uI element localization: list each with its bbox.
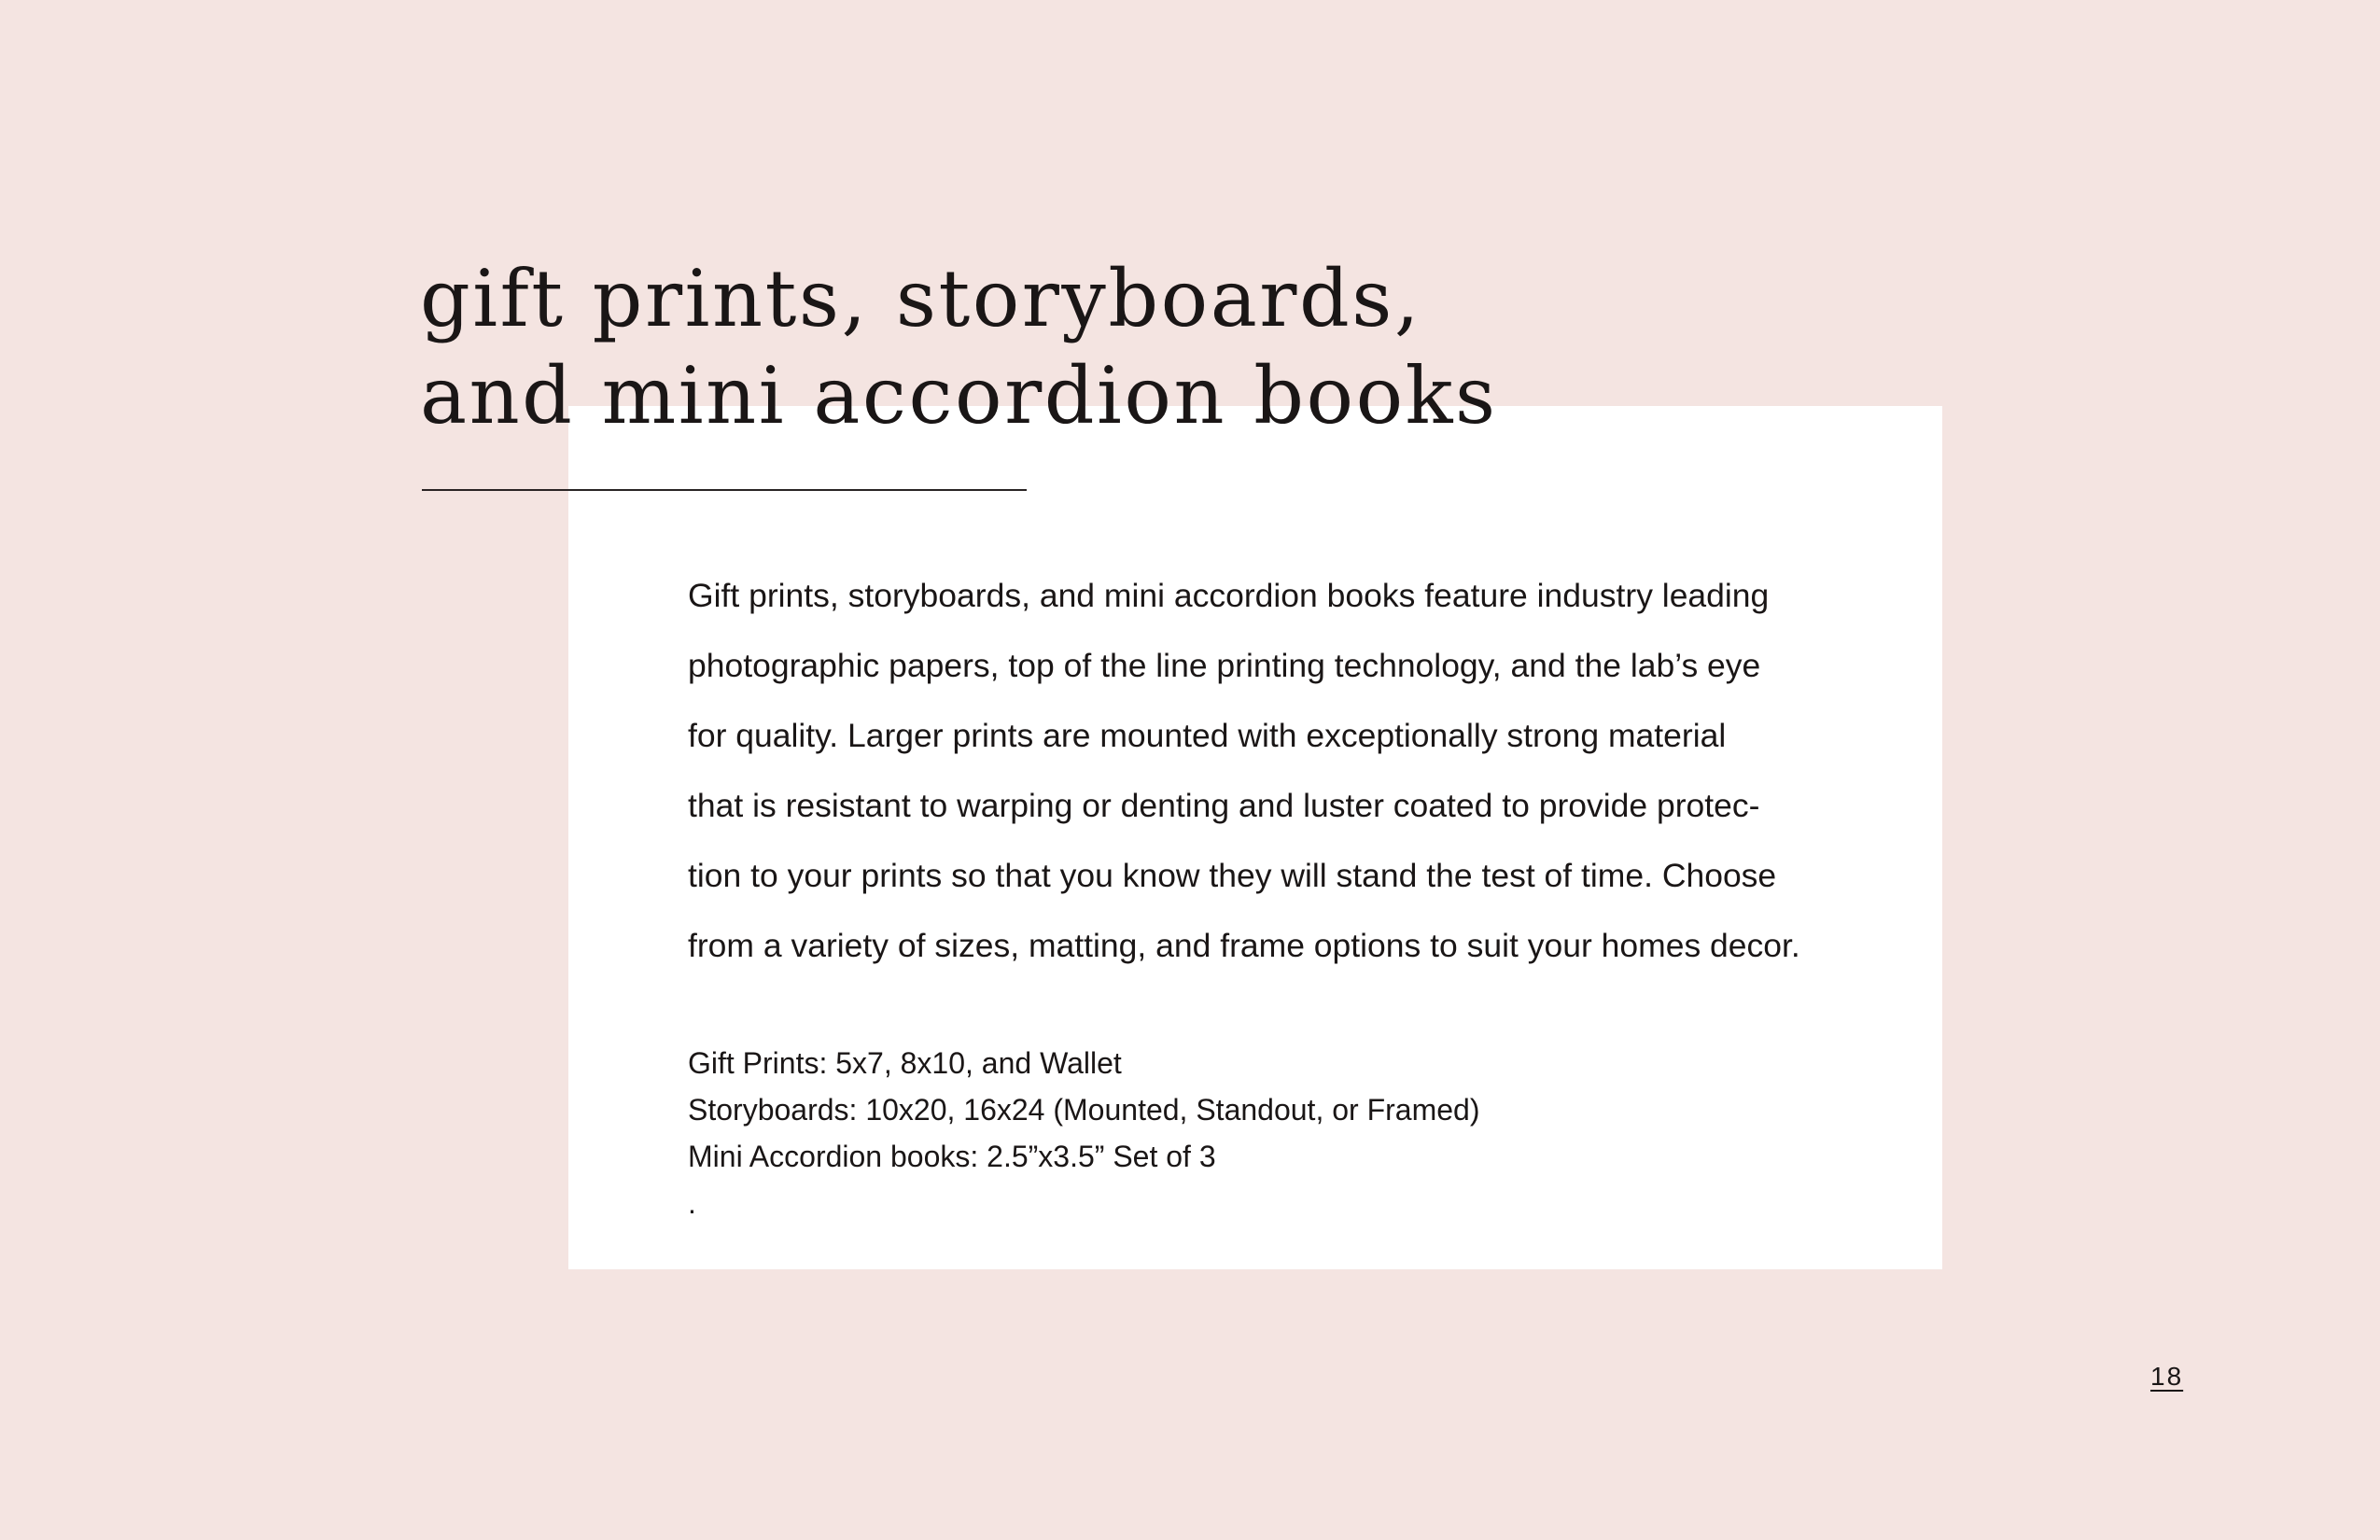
page-title-line-1: gift prints, storyboards, [420, 253, 1422, 344]
body-line-4: that is resistant to warping or denting and luster coated to provide protec- [688, 787, 1760, 824]
page-number-link[interactable]: 18 [2150, 1362, 2184, 1391]
body-line-1: Gift prints, storyboards, and mini accordion books feature industry leading [688, 577, 1770, 614]
spec-gift-prints: Gift Prints: 5x7, 8x10, and Wallet [688, 1046, 1122, 1080]
spec-trailing-dot: . [688, 1186, 696, 1220]
spec-storyboards: Storyboards: 10x20, 16x24 (Mounted, Standout, or Framed) [688, 1093, 1480, 1127]
page-title-line-2: and mini accordion books [420, 350, 1498, 441]
product-spec-list [688, 1040, 1479, 1226]
body-line-3: for quality. Larger prints are mounted with exceptionally strong material [688, 717, 1727, 754]
body-line-5: tion to your prints so that you know they will stand the test of time. Choose [688, 857, 1777, 894]
body-line-6: from a variety of sizes, matting, and frame options to suit your homes decor. [688, 927, 1800, 964]
body-paragraph [688, 561, 1855, 981]
body-line-2: photographic papers, top of the line printing technology, and the lab’s eye [688, 647, 1761, 684]
page-title [420, 250, 1498, 444]
title-divider [422, 489, 1027, 491]
spec-mini-accordion-books: Mini Accordion books: 2.5”x3.5” Set of 3 [688, 1140, 1216, 1173]
